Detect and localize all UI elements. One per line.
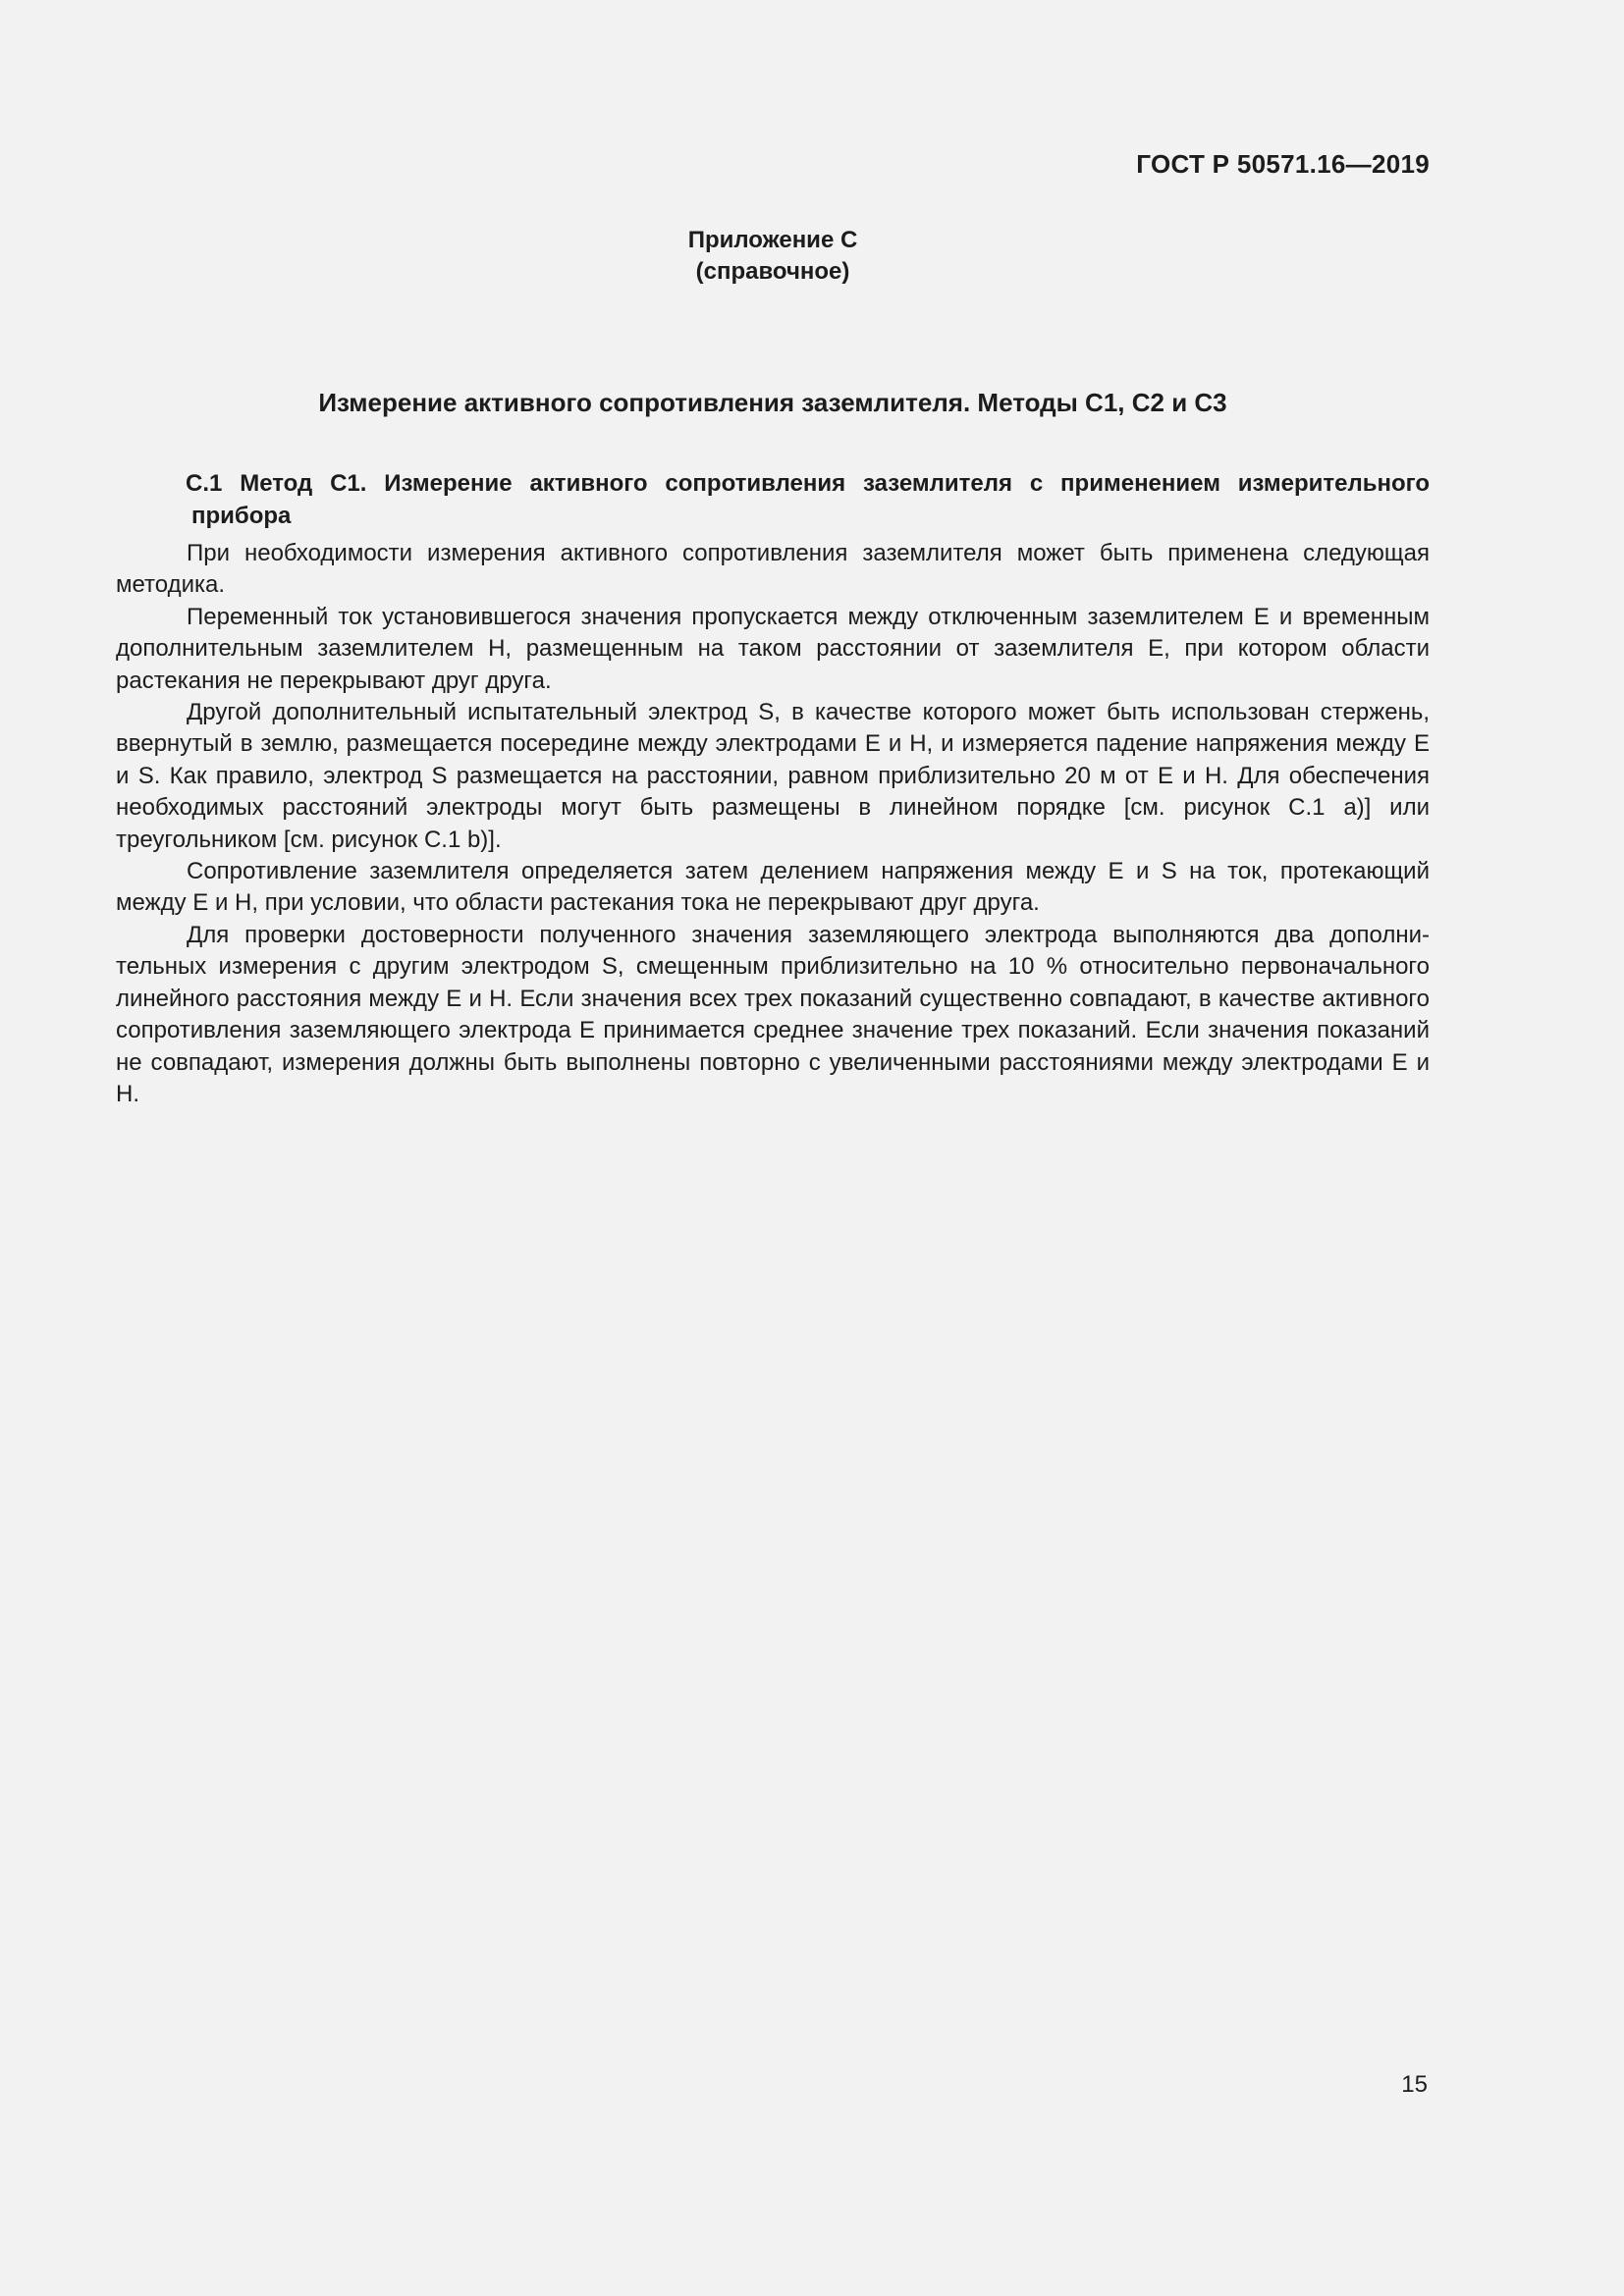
- paragraph: При необходимости измерения активного сопротивления заземлителя может быть применена следующая методика.: [116, 540, 1430, 599]
- paragraph: Для проверки достоверности полученного значения заземляющего электрода выполняются два дополнительных измерения с другим электродом S, смещенным приблизительно на 10 % относительно первоначального линейного расстояния между Е и Н. Если значения всех трех показаний существенно совпадают, в качестве активного сопротивления заземляющего электрода Е принимается среднее значение трех показаний. Если значения показаний не совпадают, измерения должны быть выполнены повторно с увеличенными расстояниями между электродами Е и Н.: [116, 921, 1430, 1107]
- paragraph: Другой дополнительный испытательный электрод S, в качестве которого может быть использован стержень, ввернутый в землю, размещается посередине между электродами Е и Н, и измеряется падение напряжения между Е и S. Как правило, электрод S размещается на расстоянии, равном приблизительно 20 м от Е и Н. Для обеспечения необходимых расстояний электроды могут быть размещены в линейном порядке [см. рисунок С.1 а)] или треугольником [см. рисунок С.1 b)].: [116, 699, 1430, 853]
- appendix-subtitle: (справочное): [695, 258, 850, 285]
- page-number: 15: [1401, 2071, 1428, 2098]
- body-text: [116, 538, 1430, 1110]
- document-number: ГОСТ Р 50571.16—2019: [1136, 149, 1430, 179]
- appendix-title: Приложение С: [687, 227, 858, 253]
- paragraph: Сопротивление заземлителя определяется затем делением напряжения между Е и S на ток, протекающий между Е и Н, при условии, что области растекания тока не перекрывают друг друга.: [116, 858, 1430, 917]
- subsection-heading-line1: С.1 Метод С1. Измерение активного сопротивления заземлителя с применением измерительного: [186, 470, 1430, 497]
- paragraph: Переменный ток установившегося значения пропускается между отключенным заземлителем Е и временным дополнительным заземлителем Н, размещенным на таком расстоянии от заземлителя Е, при котором области растекания не перекрывают друг друга.: [116, 603, 1430, 694]
- subsection-heading: [116, 467, 1430, 532]
- subsection-heading-line2: прибора: [191, 503, 292, 529]
- section-title: Измерение активного сопротивления заземлителя. Методы С1, С2 и С3: [318, 388, 1227, 417]
- appendix-heading: [0, 225, 1545, 288]
